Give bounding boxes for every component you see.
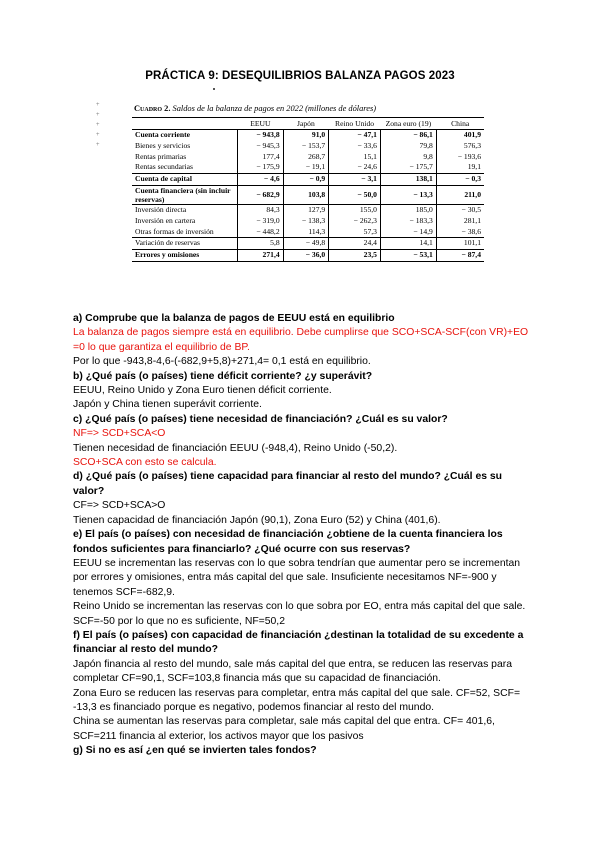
table-row [132,152,484,163]
answer: Tienen capacidad de financiación Japón (90,1), Zona Euro (52) y China (401,6). [73,514,441,526]
question: b) ¿Qué país (o países) tiene déficit corriente? ¿y superávit? [73,370,373,382]
table-caption-text: Saldos de la balanza de pagos en 2022 (millones de dólares) [172,104,376,113]
table-cell: 91,0 [283,130,329,141]
table-cell: 177,4 [238,152,284,163]
table-row [132,227,484,238]
table-caption [132,104,484,113]
answer: EEUU, Reino Unido y Zona Euro tienen déficit corriente. [73,385,332,397]
table-row [132,130,484,141]
table-row [132,238,484,250]
answer: Japón y China tienen superávit corriente. [73,399,262,411]
question: d) ¿Qué país (o países) tiene capacidad para financiar al resto del mundo? ¿Cuál es su valor? [73,471,503,497]
table-cell: − 30,5 [436,204,484,215]
table-row [132,185,484,204]
side-mark: + [96,112,100,118]
table-cell: 14,1 [380,238,436,250]
table-header-cell: China [436,118,484,130]
side-mark: + [96,132,100,138]
table-cell: 57,3 [329,227,381,238]
table-cell: − 682,9 [238,185,284,204]
answer: China se aumentan las reservas para completar, sale más capital del que entra. CF= 401,6, SCF=211 financia al exterior, los activos mayor que los pasivos [73,716,495,742]
table-row-label: Variación de reservas [132,238,238,250]
table-row [132,204,484,215]
table-header-cell: Reino Unido [329,118,381,130]
table-cell: − 24,6 [329,162,381,173]
table-row [132,216,484,227]
side-mark: + [96,122,100,128]
table-row-label: Cuenta corriente [135,130,191,139]
table-cell: 15,1 [329,152,381,163]
table-header-cell: EEUU [238,118,284,130]
table-cell: 211,0 [436,185,484,204]
balance-table [132,117,484,262]
table-cell: − 153,7 [283,141,329,152]
table-caption-label: Cuadro 2. [134,104,171,113]
table-header-cell: Japón [283,118,329,130]
question: e) El país (o países) con necesidad de financiación ¿obtiene de la cuenta financiera los fondos suficientes para financiarlo? ¿Qué ocurre con sus reservas? [73,529,503,555]
table-cell: − 319,0 [238,216,284,227]
table-cell: 138,1 [380,174,436,186]
table-header-row [132,118,484,130]
table-cell: − 448,2 [238,227,284,238]
table-cell: 281,1 [436,216,484,227]
table-cell: 23,5 [329,250,381,262]
table-header-cell: Zona euro (19) [380,118,436,130]
table-cell: − 50,0 [329,185,381,204]
answer: Zona Euro se reducen las reservas para completar, entra más capital del que sale. CF=52, SCF= -13,3 es financiado porque es negativo, podemos financiar al resto del mundo. [73,687,521,713]
table-cell: 84,3 [238,204,284,215]
table-cell: − 19,1 [283,162,329,173]
table-cell: − 0,9 [283,174,329,186]
table-row [132,250,484,262]
table-cell: − 262,3 [329,216,381,227]
table-cell: − 0,3 [436,174,484,186]
side-mark: + [96,102,100,108]
highlighted-answer: SCO+SCA con esto se calcula. [73,457,217,469]
table-row-label: Cuenta financiera (sin incluir reservas) [132,185,238,204]
table-cell: 185,0 [380,204,436,215]
table-cell: 127,9 [283,204,329,215]
answer: Por lo que -943,8-4,6-(-682,9+5,8)+271,4= 0,1 está en equilibrio. [73,356,371,368]
side-marks [96,100,104,150]
table-cell: 9,8 [380,152,436,163]
question: a) Comprube que la balanza de pagos de EEUU está en equilibrio [73,313,395,324]
table-cell: − 14,9 [380,227,436,238]
table-cell: 101,1 [436,238,484,250]
table-row-label: Errores y omisiones [132,250,238,262]
side-mark: + [96,142,100,148]
questions-answers [73,312,533,759]
highlighted-answer: La balanza de pagos siempre está en equilibrio. Debe cumplirse que SCO+SCA-SCF(con VR)+EO =0 lo que garantiza el equilibrio de BP. [73,327,529,353]
table-row [132,162,484,173]
table-cell: 103,8 [283,185,329,204]
table-cell: 576,3 [436,141,484,152]
table-row-label: Rentas secundarias [135,162,193,172]
table-cell: − 49,8 [283,238,329,250]
question: g) Si no es así ¿en qué se invierten tales fondos? [73,745,317,757]
table-cell: − 183,3 [380,216,436,227]
highlighted-answer: NF=> SCD+SCA<O [73,428,166,440]
table-cell: 5,8 [238,238,284,250]
title-dot [213,88,215,90]
table-cell: − 36,0 [283,250,329,262]
table-cell: − 3,1 [329,174,381,186]
table-cell: − 87,4 [436,250,484,262]
table-cell: − 193,6 [436,152,484,163]
table-header-cell [132,118,238,130]
table-cell: − 86,1 [380,130,436,141]
table-row-label: Inversión en cartera [135,215,196,225]
table-cell: − 47,1 [329,130,381,141]
answer: EEUU se incrementan las reservas con lo que sobra tendrían que aumentar pero se incrementan por errores y omisiones, entra más capital del que sale. Insuficiente necesitamos NF=-900 y tenemos SCF=-682,9. [73,557,521,598]
table-cell: − 33,6 [329,141,381,152]
answer: CF=> SCD+SCA>O [73,500,166,512]
table-cell: 271,4 [238,250,284,262]
answer: Reino Unido se incrementan las reservas con lo que sobra por EO, entra más capital del que sale. SCF=-50 por lo que no es suficiente, NF=50,2 [73,601,526,627]
table-row-label: Bienes y servicios [135,140,191,150]
table-cell: − 53,1 [380,250,436,262]
table-cell: − 943,8 [238,130,284,141]
table-cell: 19,1 [436,162,484,173]
table-body [132,130,484,262]
table-row-label: Rentas primarias [135,151,187,161]
table-cell: 155,0 [329,204,381,215]
table-row [132,141,484,152]
table-cell: 114,3 [283,227,329,238]
table-cell: − 175,7 [380,162,436,173]
table-cell: 79,8 [380,141,436,152]
table-row-label: Cuenta de capital [132,174,238,186]
table-row [132,174,484,186]
table-cell: − 38,6 [436,227,484,238]
balance-table-figure [132,104,484,262]
answer: Tienen necesidad de financiación EEUU (-948,4), Reino Unido (-50,2). [73,442,398,454]
question: c) ¿Qué país (o países) tiene necesidad de financiación? ¿Cuál es su valor? [73,413,448,425]
question: f) El país (o países) con capacidad de financiación ¿destinan la totalidad de su excedente a financiar al resto del mundo? [73,629,524,656]
table-cell: 401,9 [436,130,484,141]
page-title: PRÁCTICA 9: DESEQUILIBRIOS BALANZA PAGOS 2023 [145,70,455,82]
table-row-label: Inversión directa [132,204,238,215]
table-cell: − 138,3 [283,216,329,227]
table-cell: − 175,9 [238,162,284,173]
table-cell: − 4,6 [238,174,284,186]
table-cell: − 13,3 [380,185,436,204]
table-row-label: Otras formas de inversión [135,226,214,236]
answer: Japón financia al resto del mundo, sale más capital del que entra, se reducen las reservas para completar CF=90,1, SCF=103,8 financia más que su capacidad de financiación. [73,658,512,685]
table-cell: 24,4 [329,238,381,250]
table-cell: − 945,3 [238,141,284,152]
table-cell: 268,7 [283,152,329,163]
